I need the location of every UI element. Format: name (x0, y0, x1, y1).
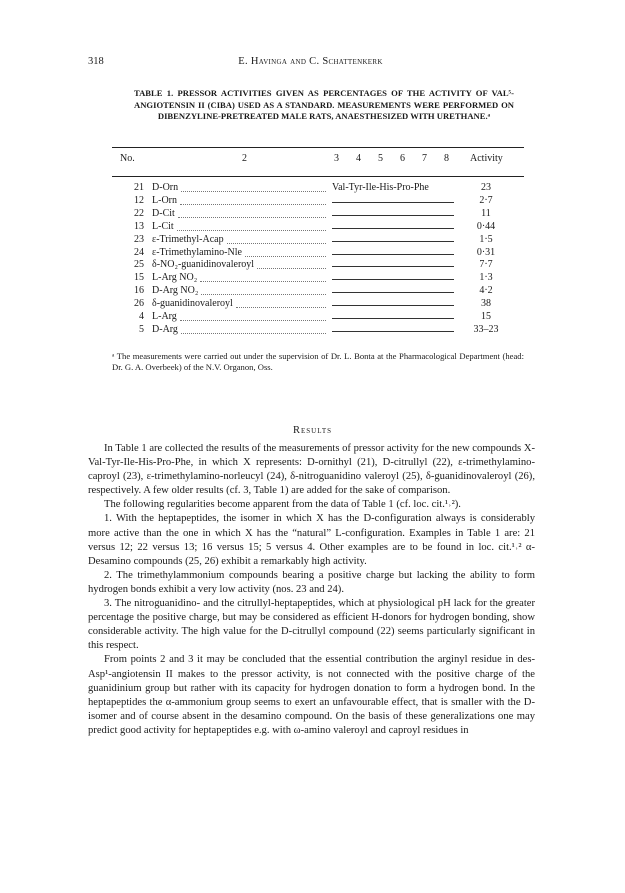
page-header (88, 56, 533, 70)
row-residue (152, 182, 178, 193)
residue-name: -Orn (158, 194, 177, 206)
row-activity: 1·5 (479, 233, 493, 245)
section-heading-results: Results (292, 425, 333, 436)
ditto-line (332, 266, 454, 267)
residue-name: -Cit (159, 207, 175, 219)
table-row (112, 182, 524, 195)
results-paragraph-4: 2. The trimethylammonium compounds bearing a positive charge but lacking the ability to form hydrogen bonds exhibit a very low activity (nos. 23 and 24). (88, 569, 535, 595)
row-number: 26 (134, 298, 144, 310)
configuration-prefix: D (152, 285, 160, 297)
row-activity: 0·44 (476, 220, 496, 232)
leader-dots (178, 210, 326, 218)
col-header-no: No. (120, 153, 135, 164)
leader-dots (201, 287, 326, 295)
table-row (112, 208, 524, 221)
row-residue (152, 259, 254, 270)
ditto-line (332, 279, 454, 280)
row-activity: 11 (481, 207, 491, 219)
ditto-line (332, 292, 454, 293)
results-paragraph-3: 1. With the heptapeptides, the isomer in which X has the D-configuration always is considerably more active than the one in which X has the “natural” L-configuration. Examples in Table 1 are: 21 versus 12; 22 versus 13; 16 versus 15; 5 versus 4. Other examples are to be found in loc. cit.¹˒² α-Desamino compounds (25, 26) exhibit a remarkably high activity. (88, 513, 535, 567)
row-number: 25 (134, 259, 144, 271)
ditto-line (332, 228, 454, 229)
row-number: 13 (134, 220, 144, 232)
table-header-rule (112, 176, 524, 177)
results-paragraph-1: In Table 1 are collected the results of the measurements of pressor activity for the new compounds X-Val-Tyr-Ile-His-Pro-Phe, in which X represents: D-ornithyl (21), D-citrullyl (22), ε-trimethylamino-caproyl (23), ε-trimethylamino-norleucyl (24), δ-nitroguanidino valeroyl (25), δ-guanidinovaleroyl (26), respectively. A few older results (cf. 3, Table 1) are added for the sake of comparison. (88, 443, 535, 497)
table-row (112, 298, 524, 311)
row-number: 21 (134, 182, 144, 193)
table-row (112, 272, 524, 285)
row-number: 12 (134, 194, 144, 206)
col-header-5: 5 (378, 153, 383, 164)
table-row (112, 259, 524, 272)
results-paragraph-2: The following regularities become apparent from the data of Table 1 (cf. loc. cit.¹˒²). (104, 499, 461, 511)
table-column-headers (112, 153, 524, 169)
configuration-prefix: L (152, 220, 159, 232)
ditto-line (332, 241, 454, 242)
leader-dots (227, 236, 326, 244)
row-residue (152, 298, 233, 309)
row-activity: 0·31 (476, 246, 496, 258)
col-header-8: 8 (444, 153, 449, 164)
residue-name: -Arg NO₂ (158, 272, 198, 284)
leader-dots (257, 261, 326, 269)
table-row (112, 234, 524, 247)
table-row (112, 195, 524, 208)
row-activity: 33–23 (473, 323, 499, 335)
ditto-line (332, 215, 454, 216)
ditto-line (332, 254, 454, 255)
results-paragraph-6: From points 2 and 3 it may be concluded that the essential contribution the arginyl residue in des-Asp¹-angiotensin II makes to the pressor activity, is not connected with the positive charge of the guanidinium group but rather with its capacity for hydrogen donation to form a hydrogen bond. In the heptapeptides the α-ammonium group seems to exert an unfavourable effect, that is smaller with the D-isomer and of course absent in the desamino compound. On the basis of these generalizations one may predict good activity for heptapeptides e.g. with ω-amino valeroyl and caproyl residues in (88, 654, 535, 736)
residue-name: δ-NO₂-guanidinovaleroyl (152, 259, 255, 271)
row-number: 23 (134, 233, 144, 245)
col-header-2: 2 (242, 153, 247, 164)
ditto-line (332, 305, 454, 306)
table-row (112, 221, 524, 234)
col-header-3: 3 (334, 153, 339, 164)
col-header-7: 7 (422, 153, 427, 164)
ditto-line (332, 202, 454, 203)
configuration-prefix: L (152, 272, 159, 284)
residue-name: ε-Trimethyl-Acap (152, 233, 224, 245)
results-body (88, 442, 535, 738)
col-header-6: 6 (400, 153, 405, 164)
residue-name: -Cit (158, 220, 174, 232)
row-activity: 15 (481, 311, 491, 322)
row-number: 24 (134, 246, 144, 258)
row-number: 4 (139, 311, 144, 322)
ditto-line (332, 331, 454, 332)
results-paragraph-5: 3. The nitroguanidino- and the citrullyl-heptapeptides, which at physiological pH lack for the greater percentage the positive charge, but may be considered as efficient H-donors for hydrogen bonding, show considerable activity. The high value for the D-citrullyl compound (22) seems particularly significant in this respect. (88, 598, 535, 652)
page-number: 318 (88, 56, 104, 67)
row-residue (152, 311, 177, 322)
table-top-rule (112, 147, 524, 148)
residue-name: -Arg (158, 311, 177, 322)
residue-name: δ-guanidinovaleroyl (152, 298, 233, 310)
configuration-prefix: L (152, 194, 159, 206)
leader-dots (181, 184, 326, 192)
table-row (112, 311, 524, 324)
row-residue (152, 221, 174, 232)
residue-name: ε-Trimethylamino-Nle (152, 246, 242, 258)
configuration-prefix: D (152, 182, 160, 193)
row-residue (152, 234, 224, 245)
leader-dots (181, 326, 326, 334)
table-row (112, 247, 524, 260)
row-number: 5 (139, 323, 144, 335)
residue-name: -Arg NO₂ (159, 285, 199, 297)
table-caption: TABLE 1. PRESSOR ACTIVITIES GIVEN AS PERCENTAGES OF THE ACTIVITY OF VAL⁵-ANGIOTENSIN II (CIBA) USED AS A STANDARD. MEASUREMENTS WERE PERFORMED ON DIBENZYLINE-PRETREATED MALE RATS, ANAESTHESIZED WITH URETHANE.ᵃ (134, 88, 514, 121)
col-header-activity: Activity (470, 153, 503, 164)
peptide-sequence: Val-Tyr-Ile-His-Pro-Phe (332, 182, 429, 193)
table-row (112, 285, 524, 298)
residue-name: -Arg (159, 323, 178, 335)
col-header-4: 4 (356, 153, 361, 164)
row-activity: 1·3 (479, 272, 493, 284)
leader-dots (245, 249, 326, 257)
row-residue (152, 324, 178, 335)
row-residue (152, 285, 198, 296)
residue-name: -Orn (159, 182, 179, 193)
leader-dots (177, 223, 326, 231)
ditto-line (332, 318, 454, 319)
row-residue (152, 208, 175, 219)
configuration-prefix: D (152, 207, 160, 219)
table-row (112, 324, 524, 337)
row-residue (152, 247, 242, 258)
row-number: 22 (134, 207, 144, 219)
row-activity: 7·7 (479, 259, 493, 271)
row-activity: 23 (481, 182, 491, 193)
leader-dots (180, 313, 326, 321)
row-activity: 38 (481, 298, 491, 310)
row-residue (152, 272, 197, 283)
row-number: 15 (134, 272, 144, 284)
leader-dots (180, 197, 326, 205)
leader-dots (200, 274, 326, 282)
table-footnote: ᵃ The measurements were carried out under the supervision of Dr. L. Bonta at the Pharmacological Department (head: Dr. G. A. Overbeek) of the N.V. Organon, Oss. (112, 351, 524, 372)
row-number: 16 (134, 285, 144, 297)
row-activity: 2·7 (479, 194, 493, 206)
row-residue (152, 195, 177, 206)
configuration-prefix: L (152, 311, 159, 322)
row-activity: 4·2 (479, 285, 493, 297)
running-head: E. Havinga and C. Schattenkerk (238, 56, 383, 67)
configuration-prefix: D (152, 323, 160, 335)
leader-dots (236, 300, 326, 308)
